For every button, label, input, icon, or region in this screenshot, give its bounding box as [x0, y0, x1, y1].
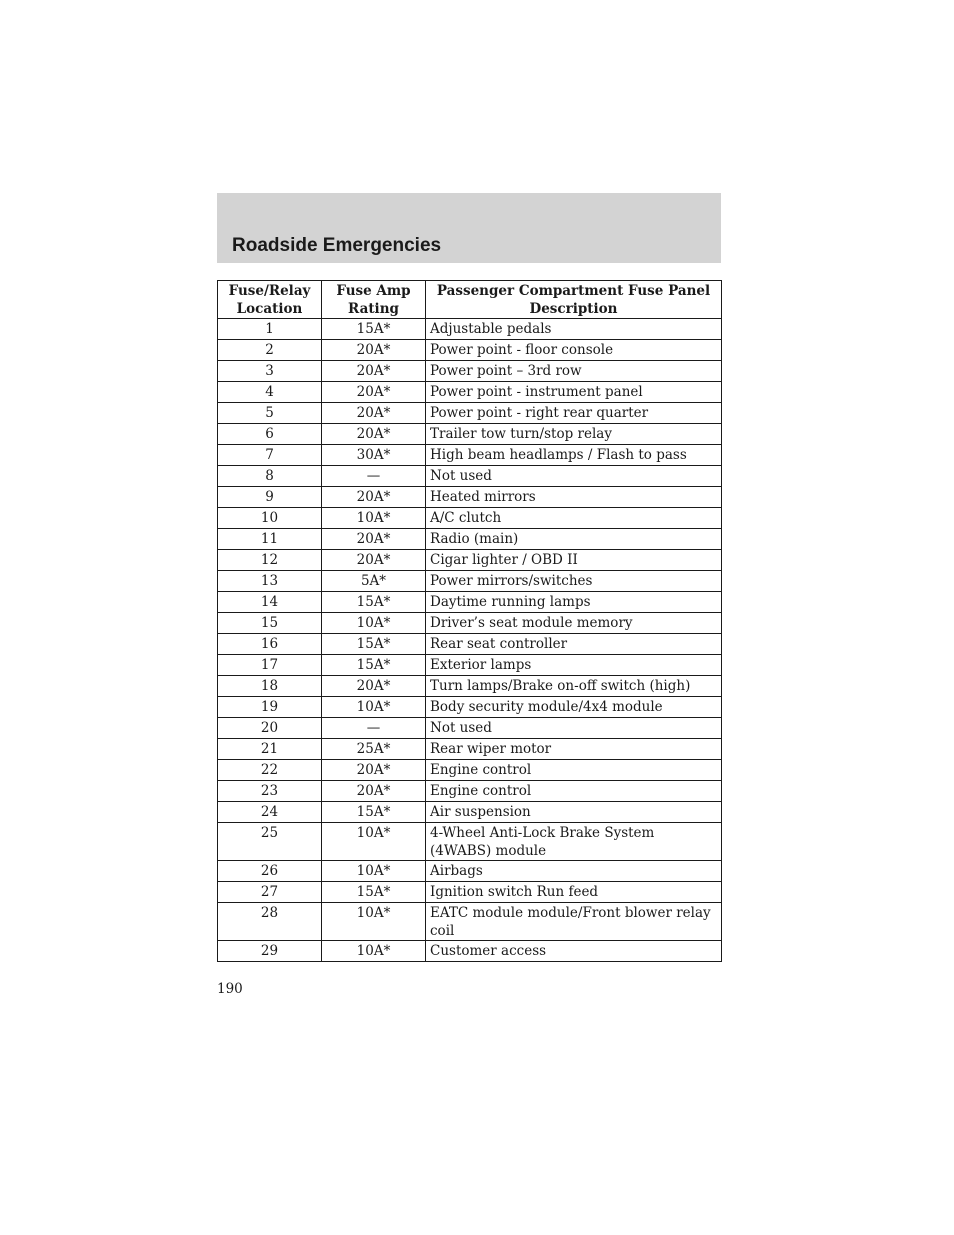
fuse-rating-cell: 25A*	[322, 739, 426, 760]
fuse-location-cell: 28	[218, 903, 322, 941]
fuse-rating-cell: 10A*	[322, 613, 426, 634]
fuse-rating-cell: 20A*	[322, 403, 426, 424]
fuse-rating-cell: 10A*	[322, 823, 426, 861]
table-row	[218, 550, 722, 571]
fuse-rating-cell: —	[322, 718, 426, 739]
table-row	[218, 382, 722, 403]
fuse-rating-cell: 20A*	[322, 760, 426, 781]
fuse-location-cell: 23	[218, 781, 322, 802]
table-row	[218, 781, 722, 802]
fuse-location-cell: 3	[218, 361, 322, 382]
table-header-row	[218, 281, 722, 319]
table-row	[218, 319, 722, 340]
fuse-location-cell: 21	[218, 739, 322, 760]
table-row	[218, 361, 722, 382]
fuse-location-cell: 10	[218, 508, 322, 529]
table-row	[218, 882, 722, 903]
fuse-location-cell: 9	[218, 487, 322, 508]
fuse-rating-cell: 20A*	[322, 340, 426, 361]
page-number: 190	[217, 981, 243, 997]
table-row	[218, 903, 722, 941]
fuse-location-cell: 5	[218, 403, 322, 424]
fuse-location-cell: 24	[218, 802, 322, 823]
fuse-description-cell: Not used	[426, 718, 722, 739]
table-row	[218, 403, 722, 424]
table-row	[218, 697, 722, 718]
fuse-description-cell: EATC module module/Front blower relay coil	[426, 903, 722, 941]
fuse-description-cell: Adjustable pedals	[426, 319, 722, 340]
fuse-description-cell: 4-Wheel Anti-Lock Brake System (4WABS) module	[426, 823, 722, 861]
table-row	[218, 571, 722, 592]
fuse-description-cell: Cigar lighter / OBD II	[426, 550, 722, 571]
fuse-location-cell: 12	[218, 550, 322, 571]
fuse-rating-cell: 20A*	[322, 676, 426, 697]
fuse-description-cell: Airbags	[426, 861, 722, 882]
fuse-location-cell: 4	[218, 382, 322, 403]
table-row	[218, 592, 722, 613]
fuse-rating-cell: 10A*	[322, 508, 426, 529]
fuse-description-cell: High beam headlamps / Flash to pass	[426, 445, 722, 466]
fuse-description-cell: Turn lamps/Brake on-off switch (high)	[426, 676, 722, 697]
fuse-location-cell: 13	[218, 571, 322, 592]
fuse-rating-cell: 20A*	[322, 487, 426, 508]
fuse-description-cell: Air suspension	[426, 802, 722, 823]
fuse-rating-cell: 20A*	[322, 529, 426, 550]
table-row	[218, 861, 722, 882]
fuse-location-cell: 26	[218, 861, 322, 882]
fuse-description-cell: A/C clutch	[426, 508, 722, 529]
fuse-description-cell: Power mirrors/switches	[426, 571, 722, 592]
fuse-description-cell: Driver’s seat module memory	[426, 613, 722, 634]
fuse-rating-cell: 30A*	[322, 445, 426, 466]
fuse-table	[217, 280, 722, 962]
table-row	[218, 487, 722, 508]
fuse-location-cell: 14	[218, 592, 322, 613]
fuse-description-cell: Heated mirrors	[426, 487, 722, 508]
fuse-location-cell: 25	[218, 823, 322, 861]
fuse-rating-cell: 15A*	[322, 319, 426, 340]
fuse-location-cell: 18	[218, 676, 322, 697]
fuse-description-cell: Power point - instrument panel	[426, 382, 722, 403]
table-row	[218, 823, 722, 861]
fuse-rating-cell: 15A*	[322, 655, 426, 676]
fuse-rating-cell: 15A*	[322, 592, 426, 613]
table-row	[218, 634, 722, 655]
header-description: Passenger Compartment Fuse Panel Description	[426, 281, 722, 319]
table-row	[218, 739, 722, 760]
fuse-location-cell: 2	[218, 340, 322, 361]
fuse-rating-cell: 10A*	[322, 861, 426, 882]
fuse-description-cell: Radio (main)	[426, 529, 722, 550]
fuse-description-cell: Customer access	[426, 941, 722, 962]
fuse-rating-cell: 10A*	[322, 903, 426, 941]
fuse-location-cell: 20	[218, 718, 322, 739]
fuse-rating-cell: 20A*	[322, 424, 426, 445]
table-row	[218, 424, 722, 445]
fuse-rating-cell: 20A*	[322, 550, 426, 571]
fuse-description-cell: Not used	[426, 466, 722, 487]
fuse-rating-cell: 15A*	[322, 802, 426, 823]
fuse-rating-cell: 15A*	[322, 882, 426, 903]
fuse-rating-cell: 20A*	[322, 361, 426, 382]
table-row	[218, 655, 722, 676]
table-row	[218, 613, 722, 634]
table-row	[218, 445, 722, 466]
header-location: Fuse/Relay Location	[218, 281, 322, 319]
fuse-description-cell: Body security module/4x4 module	[426, 697, 722, 718]
fuse-location-cell: 1	[218, 319, 322, 340]
fuse-location-cell: 19	[218, 697, 322, 718]
fuse-location-cell: 29	[218, 941, 322, 962]
fuse-description-cell: Ignition switch Run feed	[426, 882, 722, 903]
fuse-description-cell: Daytime running lamps	[426, 592, 722, 613]
fuse-location-cell: 16	[218, 634, 322, 655]
section-header-band	[217, 193, 721, 263]
fuse-location-cell: 15	[218, 613, 322, 634]
fuse-location-cell: 7	[218, 445, 322, 466]
table-row	[218, 340, 722, 361]
fuse-location-cell: 8	[218, 466, 322, 487]
fuse-description-cell: Power point – 3rd row	[426, 361, 722, 382]
fuse-location-cell: 27	[218, 882, 322, 903]
table-row	[218, 676, 722, 697]
fuse-description-cell: Engine control	[426, 760, 722, 781]
fuse-rating-cell: 10A*	[322, 697, 426, 718]
fuse-description-cell: Rear seat controller	[426, 634, 722, 655]
fuse-description-cell: Rear wiper motor	[426, 739, 722, 760]
fuse-rating-cell: —	[322, 466, 426, 487]
fuse-rating-cell: 5A*	[322, 571, 426, 592]
fuse-description-cell: Engine control	[426, 781, 722, 802]
table-row	[218, 760, 722, 781]
fuse-location-cell: 11	[218, 529, 322, 550]
table-row	[218, 718, 722, 739]
fuse-location-cell: 6	[218, 424, 322, 445]
fuse-rating-cell: 20A*	[322, 382, 426, 403]
table-row	[218, 941, 722, 962]
fuse-rating-cell: 20A*	[322, 781, 426, 802]
fuse-rating-cell: 10A*	[322, 941, 426, 962]
fuse-rating-cell: 15A*	[322, 634, 426, 655]
table-row	[218, 802, 722, 823]
table-row	[218, 508, 722, 529]
fuse-description-cell: Power point - floor console	[426, 340, 722, 361]
fuse-description-cell: Trailer tow turn/stop relay	[426, 424, 722, 445]
fuse-description-cell: Power point - right rear quarter	[426, 403, 722, 424]
table-row	[218, 529, 722, 550]
header-rating: Fuse Amp Rating	[322, 281, 426, 319]
fuse-location-cell: 22	[218, 760, 322, 781]
fuse-description-cell: Exterior lamps	[426, 655, 722, 676]
table-body	[218, 319, 722, 962]
fuse-location-cell: 17	[218, 655, 322, 676]
table-row	[218, 466, 722, 487]
section-title: Roadside Emergencies	[232, 235, 442, 256]
